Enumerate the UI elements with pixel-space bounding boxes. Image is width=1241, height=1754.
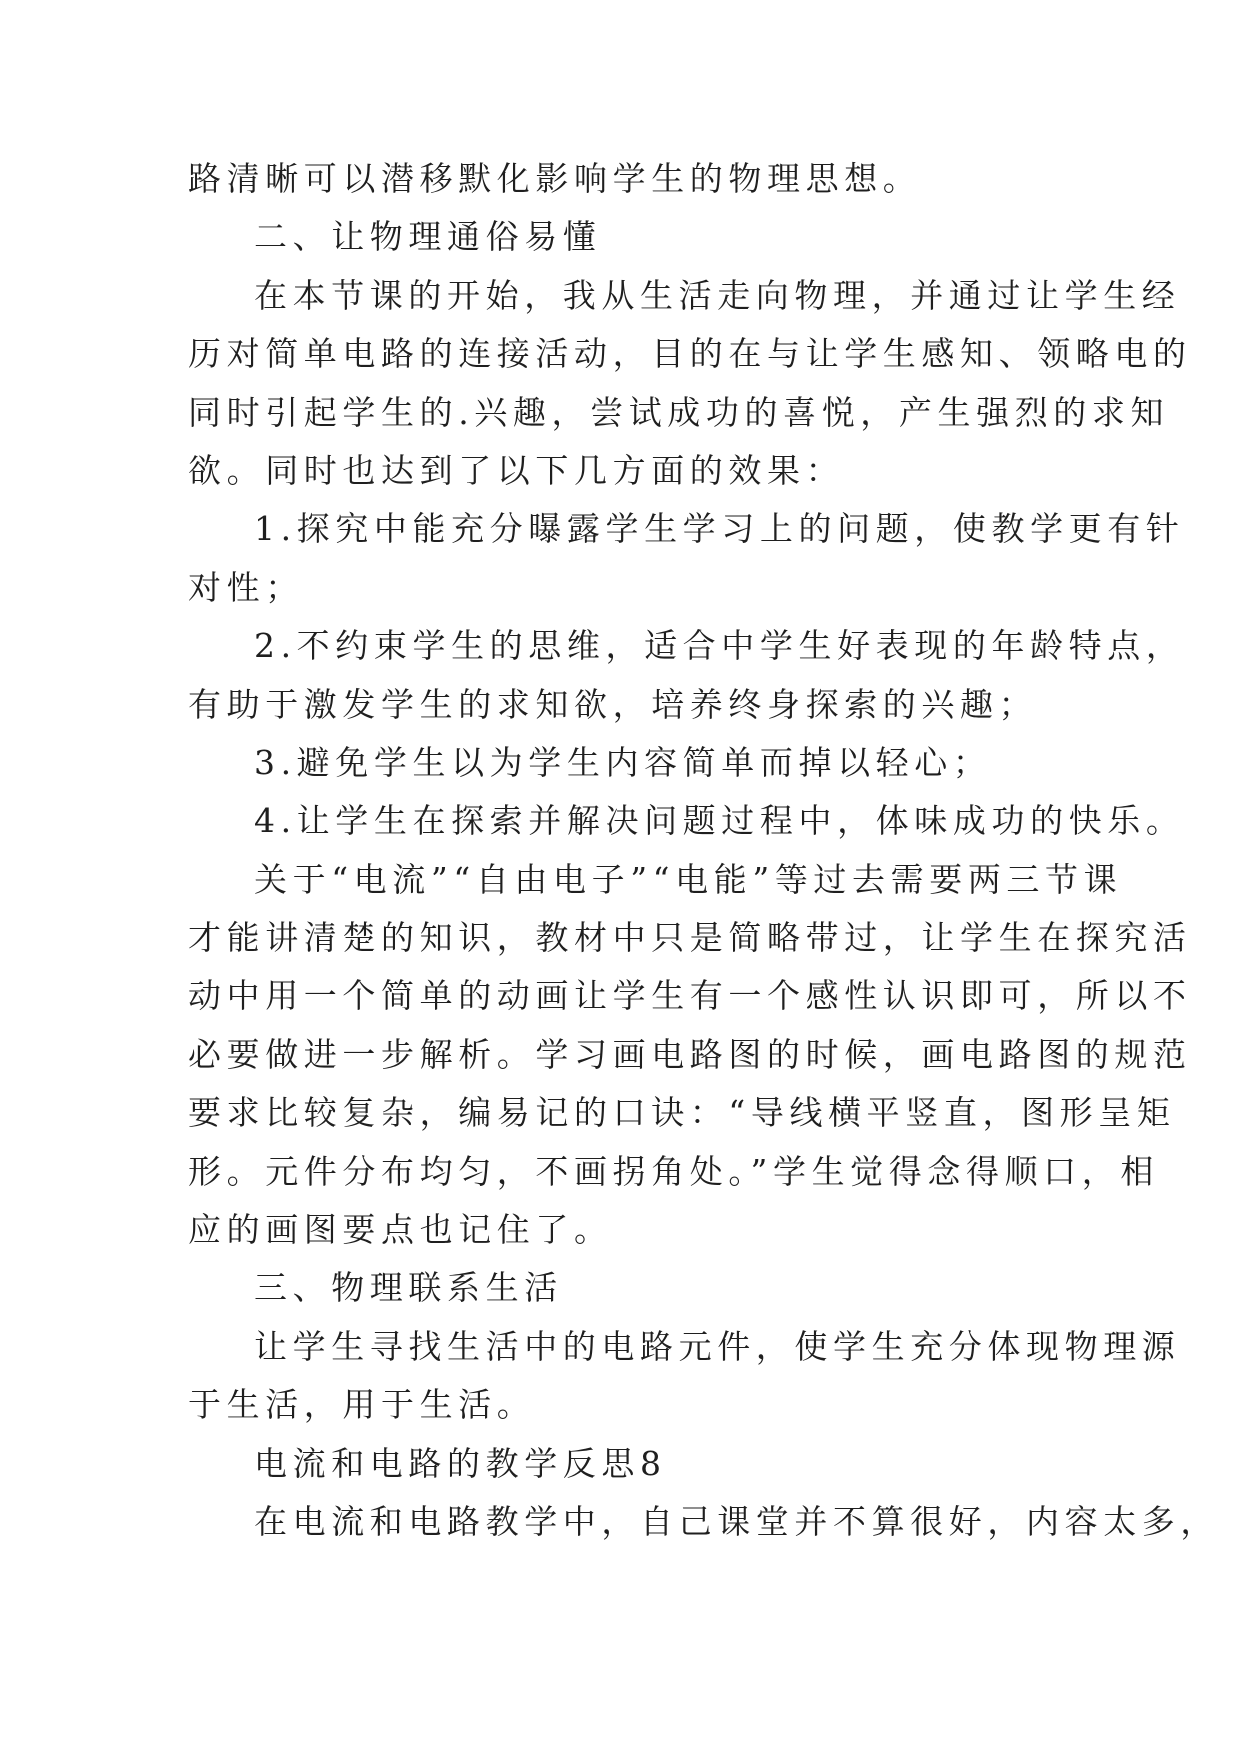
text-line: 必要做进一步解析。学习画电路图的时候，画电路图的规范 bbox=[188, 1034, 1192, 1074]
section-heading: 三、物理联系生活 bbox=[254, 1268, 563, 1308]
text-line: 在电流和电路教学中，自己课堂并不算很好，内容太多， bbox=[254, 1501, 1219, 1541]
text-line: 于生活，用于生活。 bbox=[188, 1385, 536, 1425]
text-line: 对性； bbox=[188, 567, 304, 607]
list-item: 2.不约束学生的思维，适合中学生好表现的年龄特点， bbox=[254, 626, 1185, 666]
text-line: 同时引起学生的.兴趣，尝试成功的喜悦，产生强烈的求知 bbox=[188, 392, 1170, 432]
article-title: 电流和电路的教学反思8 bbox=[254, 1443, 667, 1483]
list-item: 1.探究中能充分曝露学生学习上的问题，使教学更有针 bbox=[254, 509, 1185, 549]
list-item: 4.让学生在探索并解决问题过程中，体味成功的快乐。 bbox=[254, 801, 1185, 841]
text-line: 历对简单电路的连接活动，目的在与让学生感知、领略电的 bbox=[188, 334, 1192, 374]
text-line: 在本节课的开始，我从生活走向物理，并通过让学生经 bbox=[254, 275, 1181, 315]
section-heading: 二、让物理通俗易懂 bbox=[254, 217, 602, 257]
text-line: 形。元件分布均匀，不画拐角处。”学生觉得念得顺口，相 bbox=[188, 1151, 1159, 1191]
text-line: 路清晰可以潜移默化影响学生的物理思想。 bbox=[188, 159, 922, 198]
list-item: 3.避免学生以为学生内容简单而掉以轻心； bbox=[254, 742, 992, 782]
text-line: 有助于激发学生的求知欲，培养终身探索的兴趣； bbox=[188, 684, 1038, 724]
text-line: 应的画图要点也记住了。 bbox=[188, 1210, 613, 1250]
document-body bbox=[188, 150, 1219, 1551]
text-line: 关于“电流”“自由电子”“电能”等过去需要两三节课 bbox=[254, 859, 1123, 899]
text-line: 欲。同时也达到了以下几方面的效果： bbox=[188, 450, 845, 490]
text-line: 动中用一个简单的动画让学生有一个感性认识即可，所以不 bbox=[188, 976, 1192, 1016]
text-line: 才能讲清楚的知识，教材中只是简略带过，让学生在探究活 bbox=[188, 918, 1192, 958]
text-line: 要求比较复杂，编易记的口诀：“导线横平竖直，图形呈矩 bbox=[188, 1093, 1176, 1133]
text-line: 让学生寻找生活中的电路元件，使学生充分体现物理源 bbox=[254, 1326, 1181, 1366]
